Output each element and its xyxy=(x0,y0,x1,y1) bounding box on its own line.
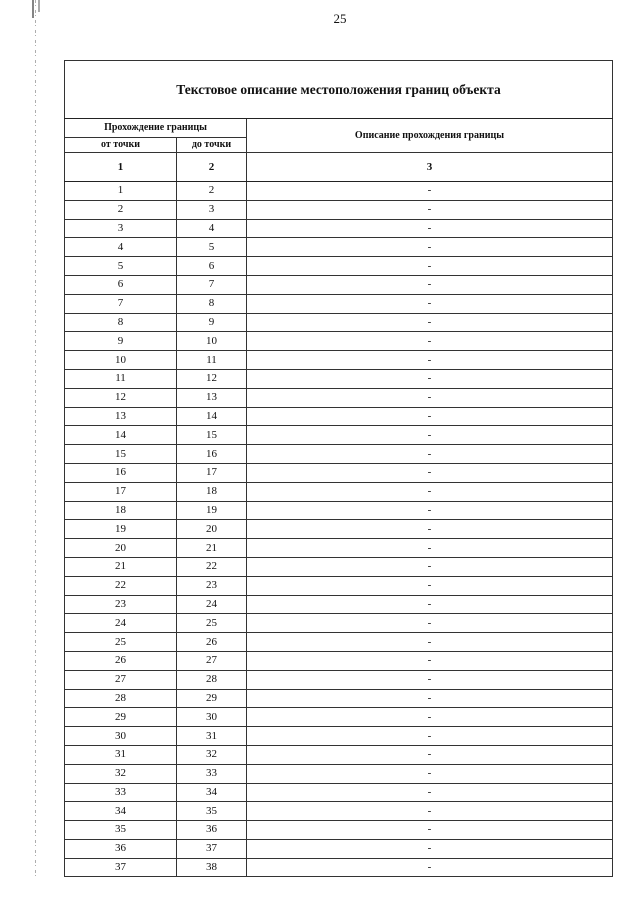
description-cell: - xyxy=(247,576,613,595)
description-cell: - xyxy=(247,839,613,858)
header-to-point: до точки xyxy=(177,138,247,153)
description-cell: - xyxy=(247,275,613,294)
description-cell: - xyxy=(247,200,613,219)
description-cell: - xyxy=(247,539,613,558)
header-boundary-passage: Прохождение границы xyxy=(65,119,247,138)
to-point-cell: 8 xyxy=(177,294,247,313)
table-row xyxy=(65,727,613,746)
to-point-cell: 29 xyxy=(177,689,247,708)
from-point-cell: 2 xyxy=(65,200,177,219)
table-row xyxy=(65,576,613,595)
description-cell: - xyxy=(247,463,613,482)
from-point-cell: 11 xyxy=(65,369,177,388)
description-cell: - xyxy=(247,482,613,501)
from-point-cell: 20 xyxy=(65,539,177,558)
description-cell: - xyxy=(247,407,613,426)
description-cell: - xyxy=(247,745,613,764)
column-number-1: 1 xyxy=(65,153,177,182)
from-point-cell: 17 xyxy=(65,482,177,501)
table-row xyxy=(65,313,613,332)
to-point-cell: 15 xyxy=(177,426,247,445)
description-cell: - xyxy=(247,369,613,388)
description-cell: - xyxy=(247,238,613,257)
to-point-cell: 2 xyxy=(177,182,247,201)
description-cell: - xyxy=(247,858,613,877)
from-point-cell: 19 xyxy=(65,520,177,539)
to-point-cell: 16 xyxy=(177,445,247,464)
description-cell: - xyxy=(247,520,613,539)
table-row xyxy=(65,670,613,689)
description-cell: - xyxy=(247,708,613,727)
to-point-cell: 23 xyxy=(177,576,247,595)
to-point-cell: 12 xyxy=(177,369,247,388)
to-point-cell: 30 xyxy=(177,708,247,727)
description-cell: - xyxy=(247,445,613,464)
from-point-cell: 3 xyxy=(65,219,177,238)
table-row xyxy=(65,501,613,520)
description-cell: - xyxy=(247,651,613,670)
description-cell: - xyxy=(247,821,613,840)
table-row xyxy=(65,520,613,539)
to-point-cell: 24 xyxy=(177,595,247,614)
to-point-cell: 28 xyxy=(177,670,247,689)
column-number-2: 2 xyxy=(177,153,247,182)
from-point-cell: 18 xyxy=(65,501,177,520)
to-point-cell: 13 xyxy=(177,388,247,407)
to-point-cell: 27 xyxy=(177,651,247,670)
from-point-cell: 12 xyxy=(65,388,177,407)
description-cell: - xyxy=(247,557,613,576)
description-cell: - xyxy=(247,426,613,445)
table-row xyxy=(65,539,613,558)
description-cell: - xyxy=(247,802,613,821)
header-from-point: от точки xyxy=(65,138,177,153)
table-row xyxy=(65,238,613,257)
to-point-cell: 7 xyxy=(177,275,247,294)
to-point-cell: 20 xyxy=(177,520,247,539)
table-row xyxy=(65,445,613,464)
from-point-cell: 4 xyxy=(65,238,177,257)
table-row xyxy=(65,858,613,877)
table-row xyxy=(65,294,613,313)
to-point-cell: 18 xyxy=(177,482,247,501)
to-point-cell: 36 xyxy=(177,821,247,840)
from-point-cell: 8 xyxy=(65,313,177,332)
from-point-cell: 5 xyxy=(65,257,177,276)
from-point-cell: 34 xyxy=(65,802,177,821)
from-point-cell: 21 xyxy=(65,557,177,576)
from-point-cell: 33 xyxy=(65,783,177,802)
page-number: 25 xyxy=(333,11,347,26)
from-point-cell: 26 xyxy=(65,651,177,670)
table-row xyxy=(65,745,613,764)
table-row xyxy=(65,764,613,783)
table-row xyxy=(65,257,613,276)
description-cell: - xyxy=(247,783,613,802)
from-point-cell: 9 xyxy=(65,332,177,351)
from-point-cell: 29 xyxy=(65,708,177,727)
table-row xyxy=(65,783,613,802)
scan-edge-artifact xyxy=(0,0,40,905)
table-row xyxy=(65,802,613,821)
table-row xyxy=(65,463,613,482)
from-point-cell: 23 xyxy=(65,595,177,614)
to-point-cell: 4 xyxy=(177,219,247,238)
description-cell: - xyxy=(247,257,613,276)
from-point-cell: 16 xyxy=(65,463,177,482)
boundary-description-table xyxy=(64,60,613,877)
to-point-cell: 31 xyxy=(177,727,247,746)
from-point-cell: 7 xyxy=(65,294,177,313)
description-cell: - xyxy=(247,501,613,520)
table-title: Текстовое описание местоположения границ объекта xyxy=(65,61,613,119)
to-point-cell: 26 xyxy=(177,633,247,652)
from-point-cell: 32 xyxy=(65,764,177,783)
table-body xyxy=(65,153,613,877)
to-point-cell: 33 xyxy=(177,764,247,783)
from-point-cell: 31 xyxy=(65,745,177,764)
table-row xyxy=(65,614,613,633)
to-point-cell: 6 xyxy=(177,257,247,276)
description-cell: - xyxy=(247,633,613,652)
description-cell: - xyxy=(247,764,613,783)
to-point-cell: 3 xyxy=(177,200,247,219)
description-cell: - xyxy=(247,313,613,332)
from-point-cell: 30 xyxy=(65,727,177,746)
table-row xyxy=(65,482,613,501)
table-row xyxy=(65,839,613,858)
table-row xyxy=(65,651,613,670)
description-cell: - xyxy=(247,219,613,238)
to-point-cell: 11 xyxy=(177,351,247,370)
description-cell: - xyxy=(247,388,613,407)
table-row xyxy=(65,219,613,238)
table-row xyxy=(65,557,613,576)
description-cell: - xyxy=(247,351,613,370)
table-row xyxy=(65,369,613,388)
description-cell: - xyxy=(247,294,613,313)
description-cell: - xyxy=(247,670,613,689)
from-point-cell: 15 xyxy=(65,445,177,464)
to-point-cell: 22 xyxy=(177,557,247,576)
table-row xyxy=(65,182,613,201)
from-point-cell: 14 xyxy=(65,426,177,445)
to-point-cell: 19 xyxy=(177,501,247,520)
from-point-cell: 28 xyxy=(65,689,177,708)
from-point-cell: 10 xyxy=(65,351,177,370)
header-description: Описание прохождения границы xyxy=(247,119,613,153)
from-point-cell: 13 xyxy=(65,407,177,426)
from-point-cell: 6 xyxy=(65,275,177,294)
from-point-cell: 22 xyxy=(65,576,177,595)
from-point-cell: 37 xyxy=(65,858,177,877)
table-row xyxy=(65,708,613,727)
table-row xyxy=(65,275,613,294)
to-point-cell: 34 xyxy=(177,783,247,802)
table-row xyxy=(65,426,613,445)
to-point-cell: 9 xyxy=(177,313,247,332)
column-number-row xyxy=(65,153,613,182)
table-row xyxy=(65,689,613,708)
to-point-cell: 10 xyxy=(177,332,247,351)
from-point-cell: 36 xyxy=(65,839,177,858)
to-point-cell: 32 xyxy=(177,745,247,764)
description-cell: - xyxy=(247,727,613,746)
description-cell: - xyxy=(247,182,613,201)
description-cell: - xyxy=(247,689,613,708)
to-point-cell: 25 xyxy=(177,614,247,633)
to-point-cell: 38 xyxy=(177,858,247,877)
description-cell: - xyxy=(247,332,613,351)
table-row xyxy=(65,351,613,370)
description-cell: - xyxy=(247,614,613,633)
table-row xyxy=(65,388,613,407)
table-row xyxy=(65,633,613,652)
table-row xyxy=(65,200,613,219)
table-row xyxy=(65,407,613,426)
from-point-cell: 25 xyxy=(65,633,177,652)
table-row xyxy=(65,595,613,614)
to-point-cell: 21 xyxy=(177,539,247,558)
to-point-cell: 5 xyxy=(177,238,247,257)
column-number-3: 3 xyxy=(247,153,613,182)
to-point-cell: 17 xyxy=(177,463,247,482)
to-point-cell: 14 xyxy=(177,407,247,426)
from-point-cell: 27 xyxy=(65,670,177,689)
table-row xyxy=(65,821,613,840)
from-point-cell: 35 xyxy=(65,821,177,840)
table-row xyxy=(65,332,613,351)
to-point-cell: 35 xyxy=(177,802,247,821)
description-cell: - xyxy=(247,595,613,614)
from-point-cell: 1 xyxy=(65,182,177,201)
to-point-cell: 37 xyxy=(177,839,247,858)
from-point-cell: 24 xyxy=(65,614,177,633)
